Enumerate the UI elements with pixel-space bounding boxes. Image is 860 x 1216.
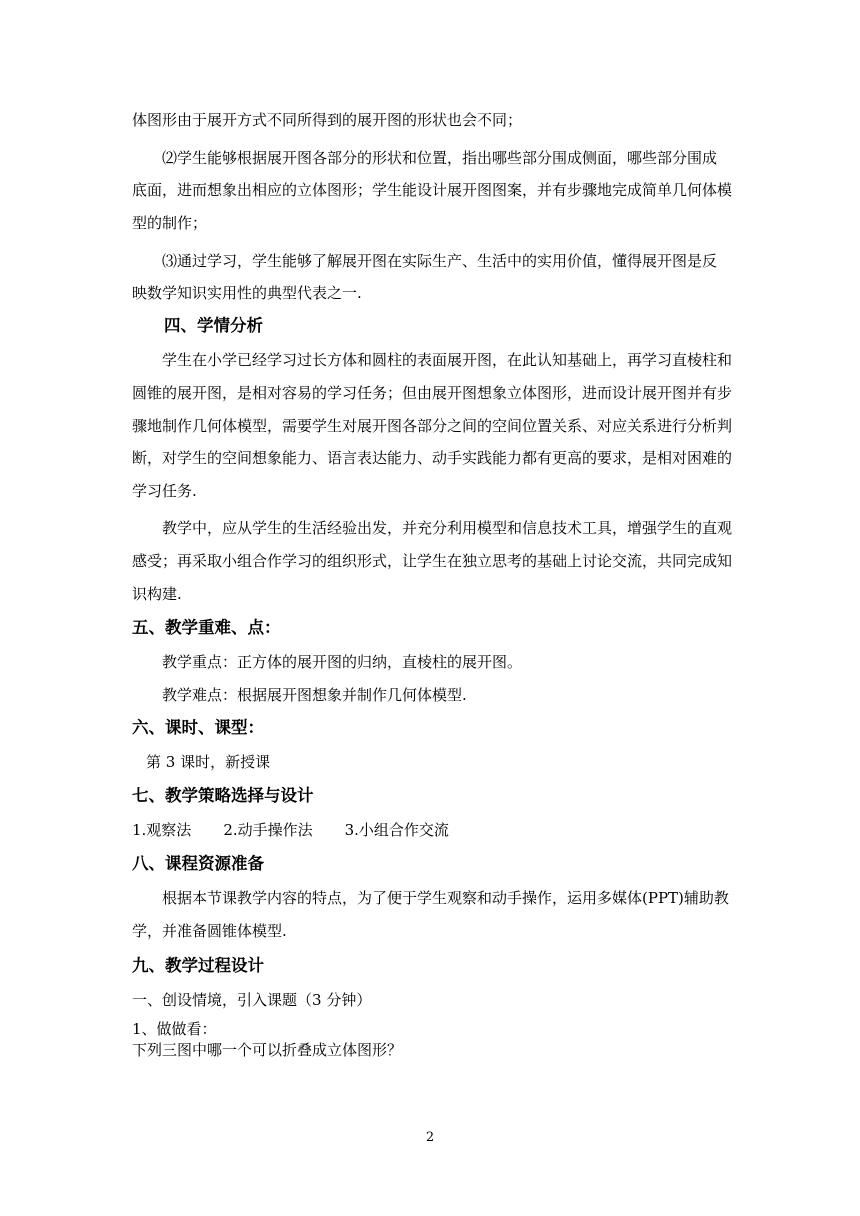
goal-2-line-2: 底面，进而想象出相应的立体图形；学生能设计展开图图案，并有步骤地完成简单几何体模 — [132, 181, 733, 199]
key-point: 教学重点：正方体的展开图的归纳，直棱柱的展开图。 — [162, 653, 523, 671]
goal-2-line-1: ⑵学生能够根据展开图各部分的形状和位置，指出哪些部分围成侧面，哪些部分围成 — [162, 149, 718, 167]
goal-2-line-3: 型的制作； — [132, 214, 208, 232]
goal-3-line-1: ⑶通过学习，学生能够了解展开图在实际生产、生活中的实用价值，懂得展开图是反 — [162, 252, 718, 270]
section-4-p1-line-2: 圆锥的展开图，是相对容易的学习任务；但由展开图想象立体图形，进而设计展开图并有步 — [132, 384, 733, 402]
section-4-p2-line-3: 识构建. — [132, 585, 182, 603]
section-7-heading: 七、教学策略选择与设计 — [132, 786, 314, 805]
method-list — [132, 821, 449, 839]
difficult-point: 教学难点：根据展开图想象并制作几何体模型. — [162, 686, 467, 704]
section-4-p2-line-1: 教学中，应从学生的生活经验出发，并充分利用模型和信息技术工具，增强学生的直观 — [162, 519, 733, 537]
goal-3-line-2: 映数学知识实用性的典型代表之一. — [132, 284, 362, 302]
section-4-heading: 四、学情分析 — [164, 316, 263, 335]
method-2: 2.动手操作法 — [223, 821, 313, 839]
resources-line-2: 学，并准备圆锥体模型. — [132, 922, 287, 940]
lesson-type: 第 3 课时，新授课 — [146, 753, 271, 771]
sub-step-1: 1、做做看： — [132, 1020, 217, 1038]
section-4-p2-line-2: 感受；再采取小组合作学习的组织形式，让学生在独立思考的基础上讨论交流，共同完成知 — [132, 552, 733, 570]
method-3: 3.小组合作交流 — [344, 821, 449, 839]
section-4-p1-line-1: 学生在小学已经学习过长方体和圆柱的表面展开图，在此认知基础上，再学习直棱柱和 — [162, 351, 733, 369]
page-number: 2 — [425, 1130, 435, 1145]
step-1-title: 一、创设情境，引入课题（3 分钟） — [132, 991, 372, 1009]
section-6-heading: 六、课时、课型： — [132, 718, 264, 737]
section-8-heading: 八、课程资源准备 — [132, 854, 264, 873]
section-5-heading: 五、教学重难、点： — [132, 618, 281, 637]
question-text: 下列三图中哪一个可以折叠成立体图形？ — [132, 1041, 403, 1059]
goal-1-tail: 体图形由于展开方式不同所得到的展开图的形状也会不同； — [132, 111, 523, 129]
section-4-p1-line-3: 骤地制作几何体模型，需要学生对展开图各部分之间的空间位置关系、对应关系进行分析判 — [132, 417, 733, 435]
section-4-p1-line-5: 学习任务. — [132, 482, 197, 500]
method-1: 1.观察法 — [132, 821, 192, 839]
section-9-heading: 九、教学过程设计 — [132, 956, 264, 975]
section-4-p1-line-4: 断，对学生的空间想象能力、语言表达能力、动手实践能力都有更高的要求，是相对困难的 — [132, 449, 733, 467]
resources-line-1: 根据本节课教学内容的特点，为了便于学生观察和动手操作，运用多媒体(PPT)辅助教 — [162, 889, 729, 907]
